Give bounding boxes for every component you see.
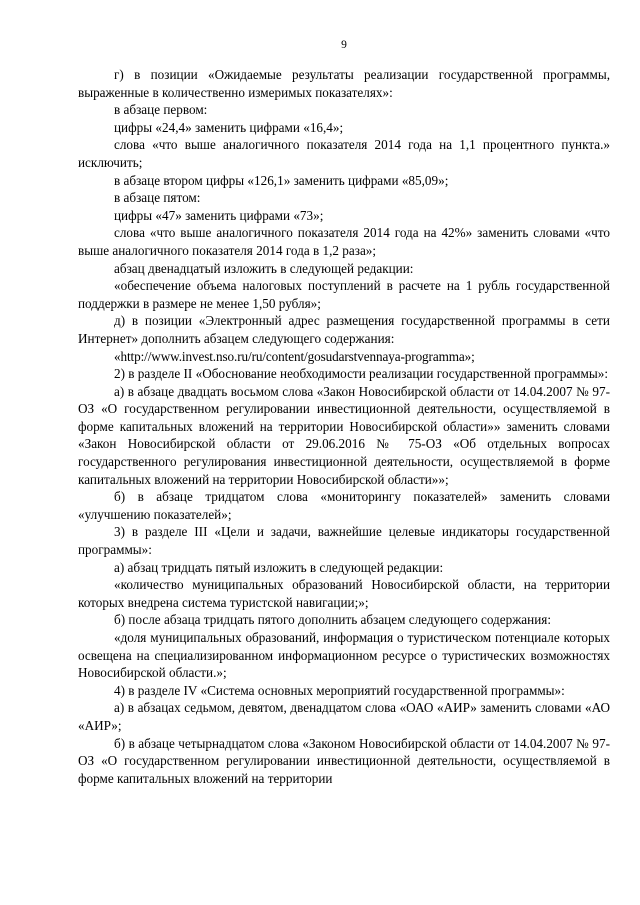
paragraph-navigation: «количество муниципальных образований Новосибирской области, на территории которых внедрена система туристской навигации;»; <box>78 577 610 610</box>
paragraph-fifth-abzac: в абзаце пятом: <box>114 190 201 206</box>
paragraph-d-electronic-address: д) в позиции «Электронный адрес размещения государственной программы в сети Интернет» дополнить абзацем следующего содержания: <box>78 313 610 346</box>
paragraph-tax-revenue: «обеспечение объема налоговых поступлений в расчете на 1 рубль государственной поддержки в размере не менее 1,50 рубля»; <box>78 278 610 311</box>
paragraph-twelfth-abzac: абзац двенадцатый изложить в следующей редакции: <box>114 260 414 276</box>
paragraph-second-abzac: в абзаце втором цифры «126,1» заменить цифрами «85,09»; <box>114 172 449 188</box>
paragraph-words-exclude: слова «что выше аналогичного показателя 2014 года на 1,1 процентного пункта.» исключить; <box>78 137 610 170</box>
page-number: 9 <box>341 39 347 51</box>
paragraph-section-2: 2) в разделе II «Обоснование необходимости реализации государственной программы»: <box>114 366 608 382</box>
paragraph-digits-24-4: цифры «24,4» заменить цифрами «16,4»; <box>114 119 344 135</box>
paragraph-first-abzac: в абзаце первом: <box>114 102 208 118</box>
paragraph-section-3: 3) в разделе III «Цели и задачи, важнейшие целевые индикаторы государственной программы»: <box>78 524 610 558</box>
paragraph-section-3-b: б) после абзаца тридцать пятого дополнить абзацем следующего содержания: <box>114 612 552 628</box>
paragraph-words-42-percent: слова «что выше аналогичного показателя 2014 года на 42%» заменить словами «что выше аналогичного показателя 2014 года в 1,2 раза»; <box>78 225 610 258</box>
paragraph-tourist-share: «доля муниципальных образований, информация о туристическом потенциале которых освещена на специализированном информационном ресурсе о туристических возможностях Новосибирской области.»; <box>78 630 610 681</box>
paragraph-section-4-b: б) в абзаце четырнадцатом слова «Законом Новосибирской области от 14.04.2007 № 97-ОЗ «О государственном регулировании инвестиционной деятельности, осуществляемой в форме капитальных вложений на территории <box>78 735 610 786</box>
paragraph-section-4: 4) в разделе IV «Система основных мероприятий государственной программы»: <box>114 682 565 698</box>
paragraph-url: «http://www.invest.nso.ru/ru/content/gosudarstvennaya-programma»; <box>114 348 475 364</box>
paragraph-section-2-a: а) в абзаце двадцать восьмом слова «Закон Новосибирской области от 14.04.2007 № 97-ОЗ «О государственном регулировании инвестиционной деятельности, осуществляемой в форме капитальных вложений на территории Новосибирской области»» заменить словами «Закон Новосибирской области от 29.06.2016 № 75-ОЗ «Об отдельных вопросах государственного регулирования инвестиционной деятельности, осуществляемой в форме капитальных вложений на территории Новосибирской области»»; <box>78 383 610 487</box>
paragraph-section-2-b: б) в абзаце тридцатом слова «мониторингу показателей» заменить словами «улучшению показателей»; <box>78 489 610 522</box>
paragraph-g-expected-results: г) в позиции «Ожидаемые результаты реализации государственной программы, выраженные в количественно измеримых показателях»: <box>78 67 610 100</box>
paragraph-digits-47: цифры «47» заменить цифрами «73»; <box>114 207 324 223</box>
paragraph-section-3-a: а) абзац тридцать пятый изложить в следующей редакции: <box>114 559 444 575</box>
paragraph-section-4-a: а) в абзацах седьмом, девятом, двенадцатом слова «ОАО «АИР» заменить словами «АО «АИР»; <box>78 700 610 733</box>
